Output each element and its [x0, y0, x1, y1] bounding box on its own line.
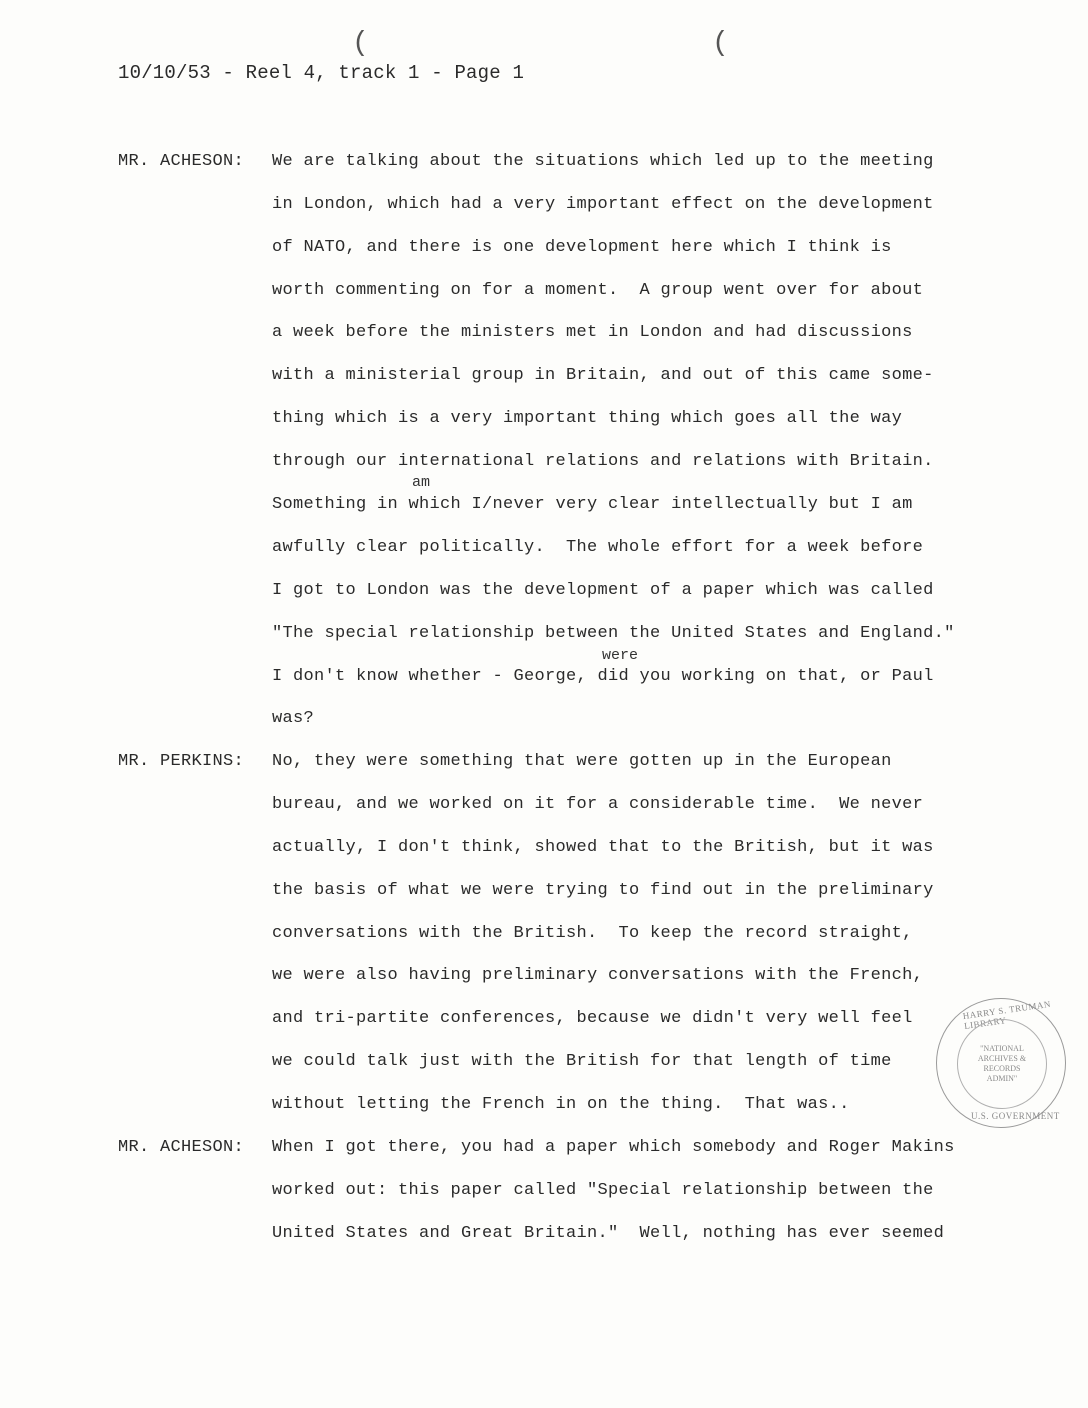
- transcript-line: thing which is a very important thing which goes all the way: [272, 409, 903, 428]
- stamp-center-text: "NATIONAL ARCHIVES & RECORDS ADMIN": [977, 1044, 1027, 1083]
- transcript-line: We are talking about the situations which led up to the meeting: [272, 152, 934, 171]
- transcript-line: we could talk just with the British for that length of time: [272, 1052, 892, 1071]
- speaker-label: MR. ACHESON:: [118, 152, 245, 171]
- library-stamp: [936, 998, 1066, 1128]
- transcript-line: awfully clear politically. The whole effort for a week before: [272, 538, 924, 557]
- margin-mark: (: [712, 28, 729, 59]
- stamp-center: [957, 1019, 1047, 1109]
- transcript-line: with a ministerial group in Britain, and out of this came some-: [272, 366, 934, 385]
- transcript-line: was?: [272, 709, 315, 728]
- speaker-label: MR. ACHESON:: [118, 1138, 245, 1157]
- transcript-line: the basis of what we were trying to find out in the preliminary: [272, 881, 934, 900]
- transcript-line: "The special relationship between the United States and England.": [272, 624, 955, 643]
- transcript-line: No, they were something that were gotten up in the European: [272, 752, 892, 771]
- transcript-line: I don't know whether - George, did you working on that, or Paul: [272, 667, 934, 686]
- transcript-line: I got to London was the development of a paper which was called: [272, 581, 934, 600]
- transcript-line: conversations with the British. To keep the record straight,: [272, 924, 913, 943]
- transcript-line: worth commenting on for a moment. A group went over for about: [272, 281, 924, 300]
- transcript-line: a week before the ministers met in London and had discussions: [272, 323, 913, 342]
- transcript-line: in London, which had a very important effect on the development: [272, 195, 934, 214]
- interlinear-correction: were: [602, 647, 639, 664]
- transcript-line: When I got there, you had a paper which somebody and Roger Makins: [272, 1138, 955, 1157]
- transcript-line: actually, I don't think, showed that to the British, but it was: [272, 838, 934, 857]
- stamp-ring-top: HARRY S. TRUMAN LIBRARY: [962, 998, 1052, 1032]
- transcript-line: of NATO, and there is one development here which I think is: [272, 238, 892, 257]
- transcript-line: through our international relations and relations with Britain.: [272, 452, 934, 471]
- interlinear-correction: am: [412, 474, 431, 491]
- speaker-label: MR. PERKINS:: [118, 752, 245, 771]
- transcript-line: bureau, and we worked on it for a considerable time. We never: [272, 795, 924, 814]
- transcript-line: United States and Great Britain." Well, nothing has ever seemed: [272, 1224, 945, 1243]
- transcript-line: worked out: this paper called "Special relationship between the: [272, 1181, 934, 1200]
- transcript-line: and tri-partite conferences, because we didn't very well feel: [272, 1009, 913, 1028]
- stamp-ring-bottom: U.S. GOVERNMENT: [971, 1111, 1060, 1121]
- page-header: 10/10/53 - Reel 4, track 1 - Page 1: [118, 62, 525, 84]
- transcript-line: we were also having preliminary conversations with the French,: [272, 966, 924, 985]
- margin-mark: (: [352, 28, 369, 59]
- transcript-line: Something in which I/never very clear intellectually but I am: [272, 495, 913, 514]
- transcript-line: without letting the French in on the thing. That was..: [272, 1095, 850, 1114]
